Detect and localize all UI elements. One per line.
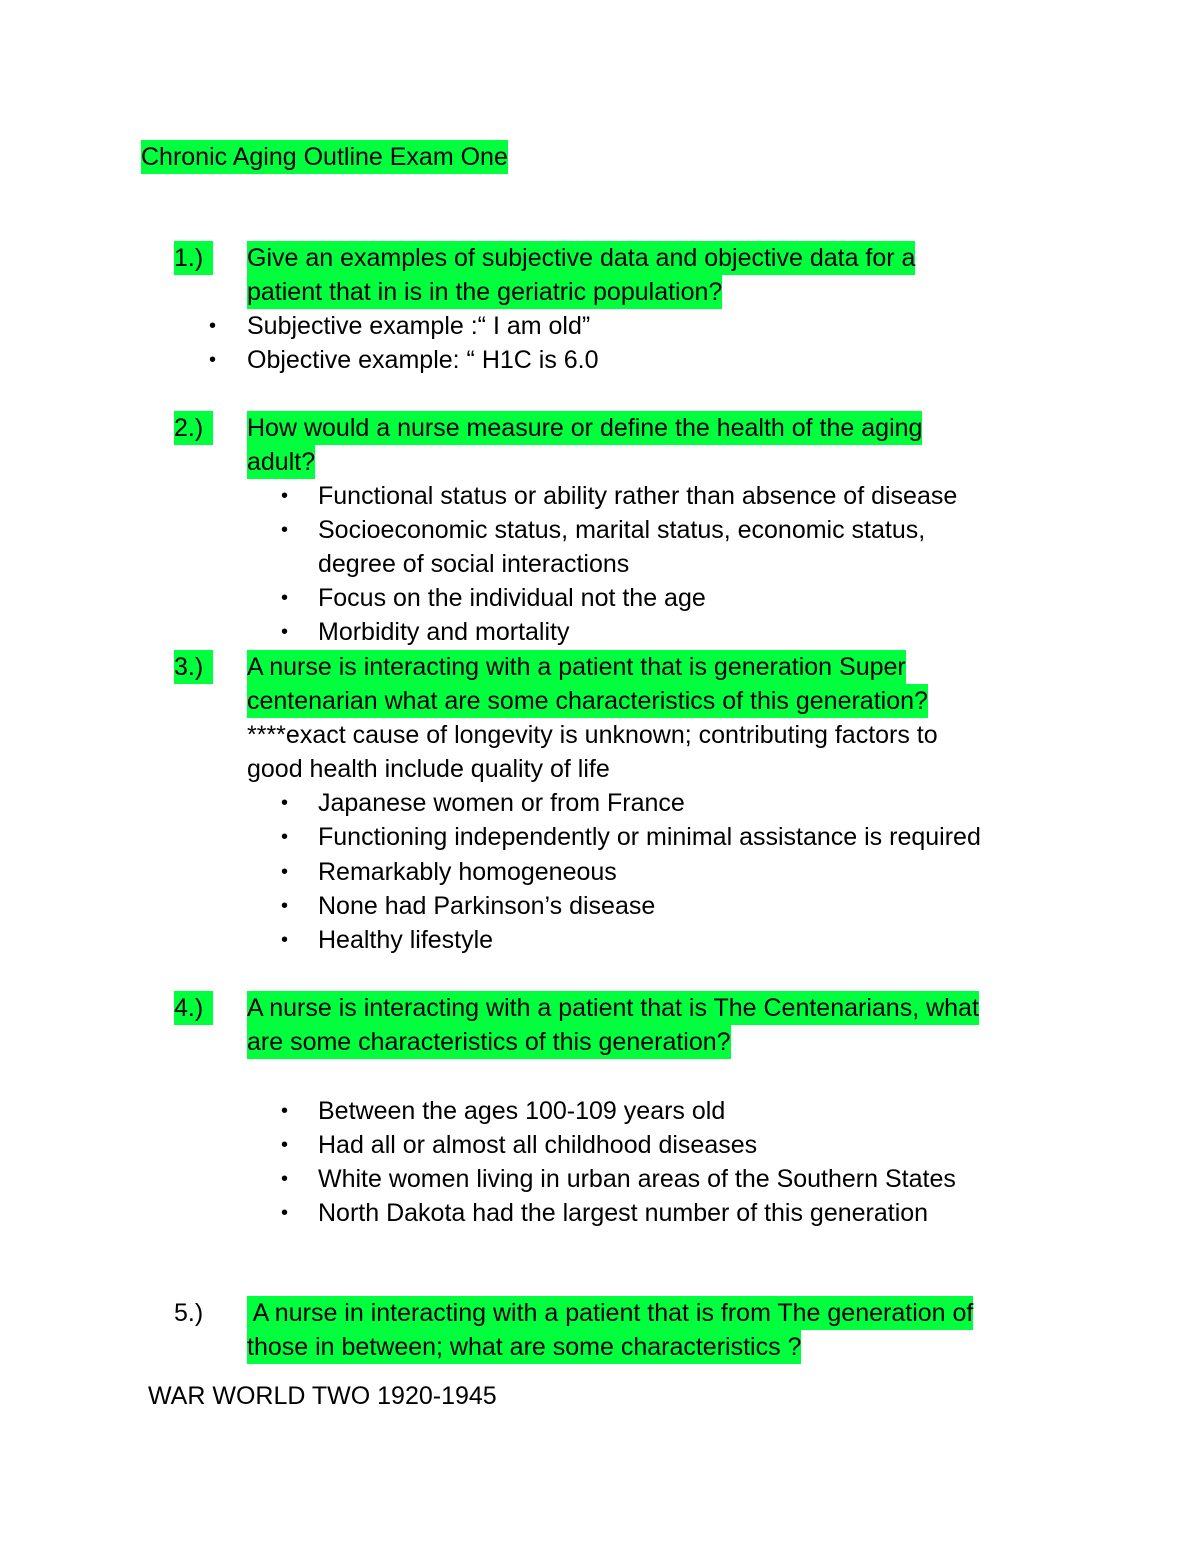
list-item: Functioning independently or minimal assistance is required [318,823,981,851]
question-text: How would a nurse measure or define the health of the aging [247,411,922,445]
bullet-icon: • [281,895,289,917]
bullet-icon: • [281,1202,289,1224]
list-item: North Dakota had the largest number of this generation [318,1199,929,1227]
list-item: Between the ages 100-109 years old [318,1097,726,1125]
list-item: Had all or almost all childhood diseases [318,1131,758,1159]
bullet-icon: • [281,519,289,541]
question-number: 4.) [174,991,213,1025]
question-text: patient that in is in the geriatric population? [247,275,722,309]
list-item: Focus on the individual not the age [318,584,706,612]
bullet-icon: • [209,315,217,337]
question-text: are some characteristics of this generation? [247,1025,731,1059]
question-number: 1.) [174,241,213,275]
list-item-continuation: degree of social interactions [318,550,630,578]
bullet-icon: • [281,929,289,951]
page-title: Chronic Aging Outline Exam One [141,140,508,174]
bullet-icon: • [281,587,289,609]
note-text: good health include quality of life [247,755,610,783]
bullet-icon: • [281,792,289,814]
list-item: Morbidity and mortality [318,618,570,646]
question-text: adult? [247,445,315,479]
question-number: 2.) [174,411,213,445]
bullet-icon: • [281,1134,289,1156]
note-text: ****exact cause of longevity is unknown; contributing factors to [247,721,938,749]
list-item: Japanese women or from France [318,789,685,817]
list-item: Functional status or ability rather than absence of disease [318,482,958,510]
question-text: centenarian what are some characteristics of this generation? [247,684,928,718]
bullet-icon: • [281,1100,289,1122]
footer-text: WAR WORLD TWO 1920-1945 [148,1382,497,1410]
bullet-icon: • [281,621,289,643]
question-number: 5.) [174,1299,204,1327]
list-item: Socioeconomic status, marital status, economic status, [318,516,926,544]
bullet-icon: • [281,861,289,883]
bullet-icon: • [281,485,289,507]
list-item: Subjective example :“ I am old” [247,312,591,340]
question-text: A nurse is interacting with a patient that is generation Super [247,650,906,684]
list-item: None had Parkinson’s disease [318,892,656,920]
bullet-icon: • [281,1168,289,1190]
question-text: Give an examples of subjective data and objective data for a [247,241,915,275]
list-item: White women living in urban areas of the Southern States [318,1165,956,1193]
bullet-icon: • [281,826,289,848]
question-text: A nurse is interacting with a patient that is The Centenarians, what [247,991,979,1025]
list-item: Remarkably homogeneous [318,858,617,886]
bullet-icon: • [209,349,217,371]
question-text: A nurse in interacting with a patient that is from The generation of [247,1296,973,1330]
list-item: Objective example: “ H1C is 6.0 [247,346,599,374]
question-text: those in between; what are some characteristics ? [247,1330,801,1364]
question-number: 3.) [174,650,213,684]
list-item: Healthy lifestyle [318,926,494,954]
